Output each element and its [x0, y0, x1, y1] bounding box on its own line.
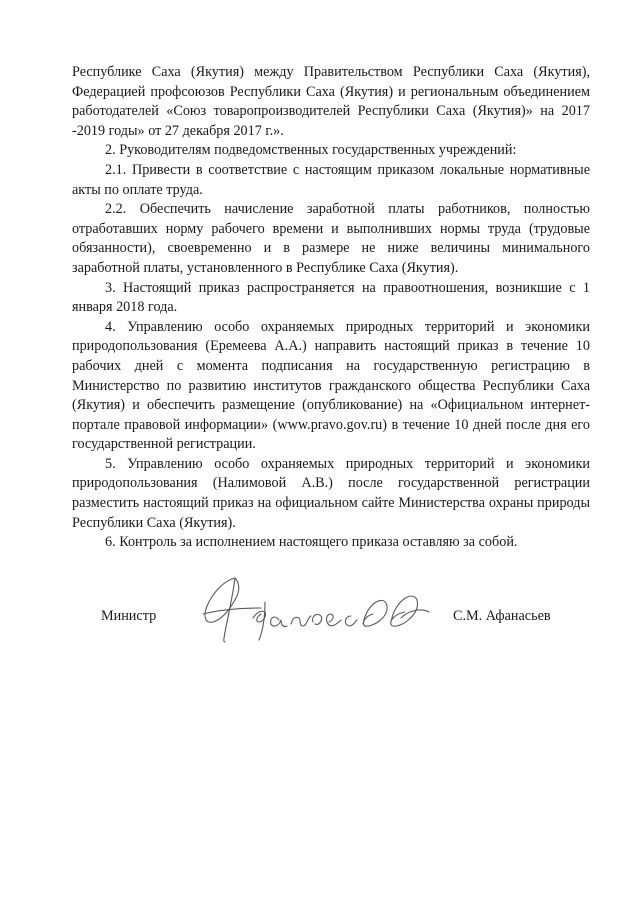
handwritten-signature — [195, 572, 440, 650]
signature-strokes — [203, 578, 429, 642]
paragraph-item-5: 5. Управлению особо охраняемых природных территорий и экономики природопользования (Налимовой А.В.) после государственной регистрации разместить настоящий приказ на официальном сайте Министерства охраны природы Республики Саха (Якутия). — [72, 455, 590, 531]
paragraph-item-2: 2. Руководителям подведомственных государственных учреждений: — [105, 142, 517, 159]
paragraph-continuation: Республике Саха (Якутия) между Правительством Республики Саха (Якутия), Федерацией профсоюзов Республики Саха (Якутия) и региональным объединением работодателей «Союз товаропроизводителей Республики Саха (Якутия)» на 2017 -2019 годы» от 27 декабря 2017 г.». — [72, 64, 590, 139]
document-body — [72, 63, 590, 553]
paragraph-item-3: 3. Настоящий приказ распространяется на правоотношения, возникшие с 1 января 2018 года. — [72, 279, 590, 316]
signatory-name: С.М. Афанасьев — [453, 608, 551, 624]
signatory-title: Министр — [101, 608, 157, 624]
signature-block — [0, 572, 640, 662]
paragraph-item-4: 4. Управлению особо охраняемых природных территорий и экономики природопользования (Еремеева А.А.) направить настоящий приказ в течение 10 рабочих дней с момента подписания на государственную регистрацию в Министерство по развитию институтов гражданского общества Республики Саха (Якутия) и обеспечить размещение (опубликование) на «Официальном интернет-портале правовой информации» (www.pravo.gov.ru) в течение 10 дней после дня его государственной регистрации. — [72, 318, 590, 453]
paragraph-item-6: 6. Контроль за исполнением настоящего приказа оставляю за собой. — [105, 534, 518, 551]
paragraph-item-2-1: 2.1. Привести в соответствие с настоящим приказом локальные нормативные акты по оплате труда. — [72, 161, 590, 198]
paragraph-item-2-2: 2.2. Обеспечить начисление заработной платы работников, полностью отработавших норму рабочего времени и выполнивших нормы труда (трудовые обязанности), своевременно и в размере не ниже величины минимального заработной платы, установленного в Республике Саха (Якутия). — [72, 201, 590, 276]
